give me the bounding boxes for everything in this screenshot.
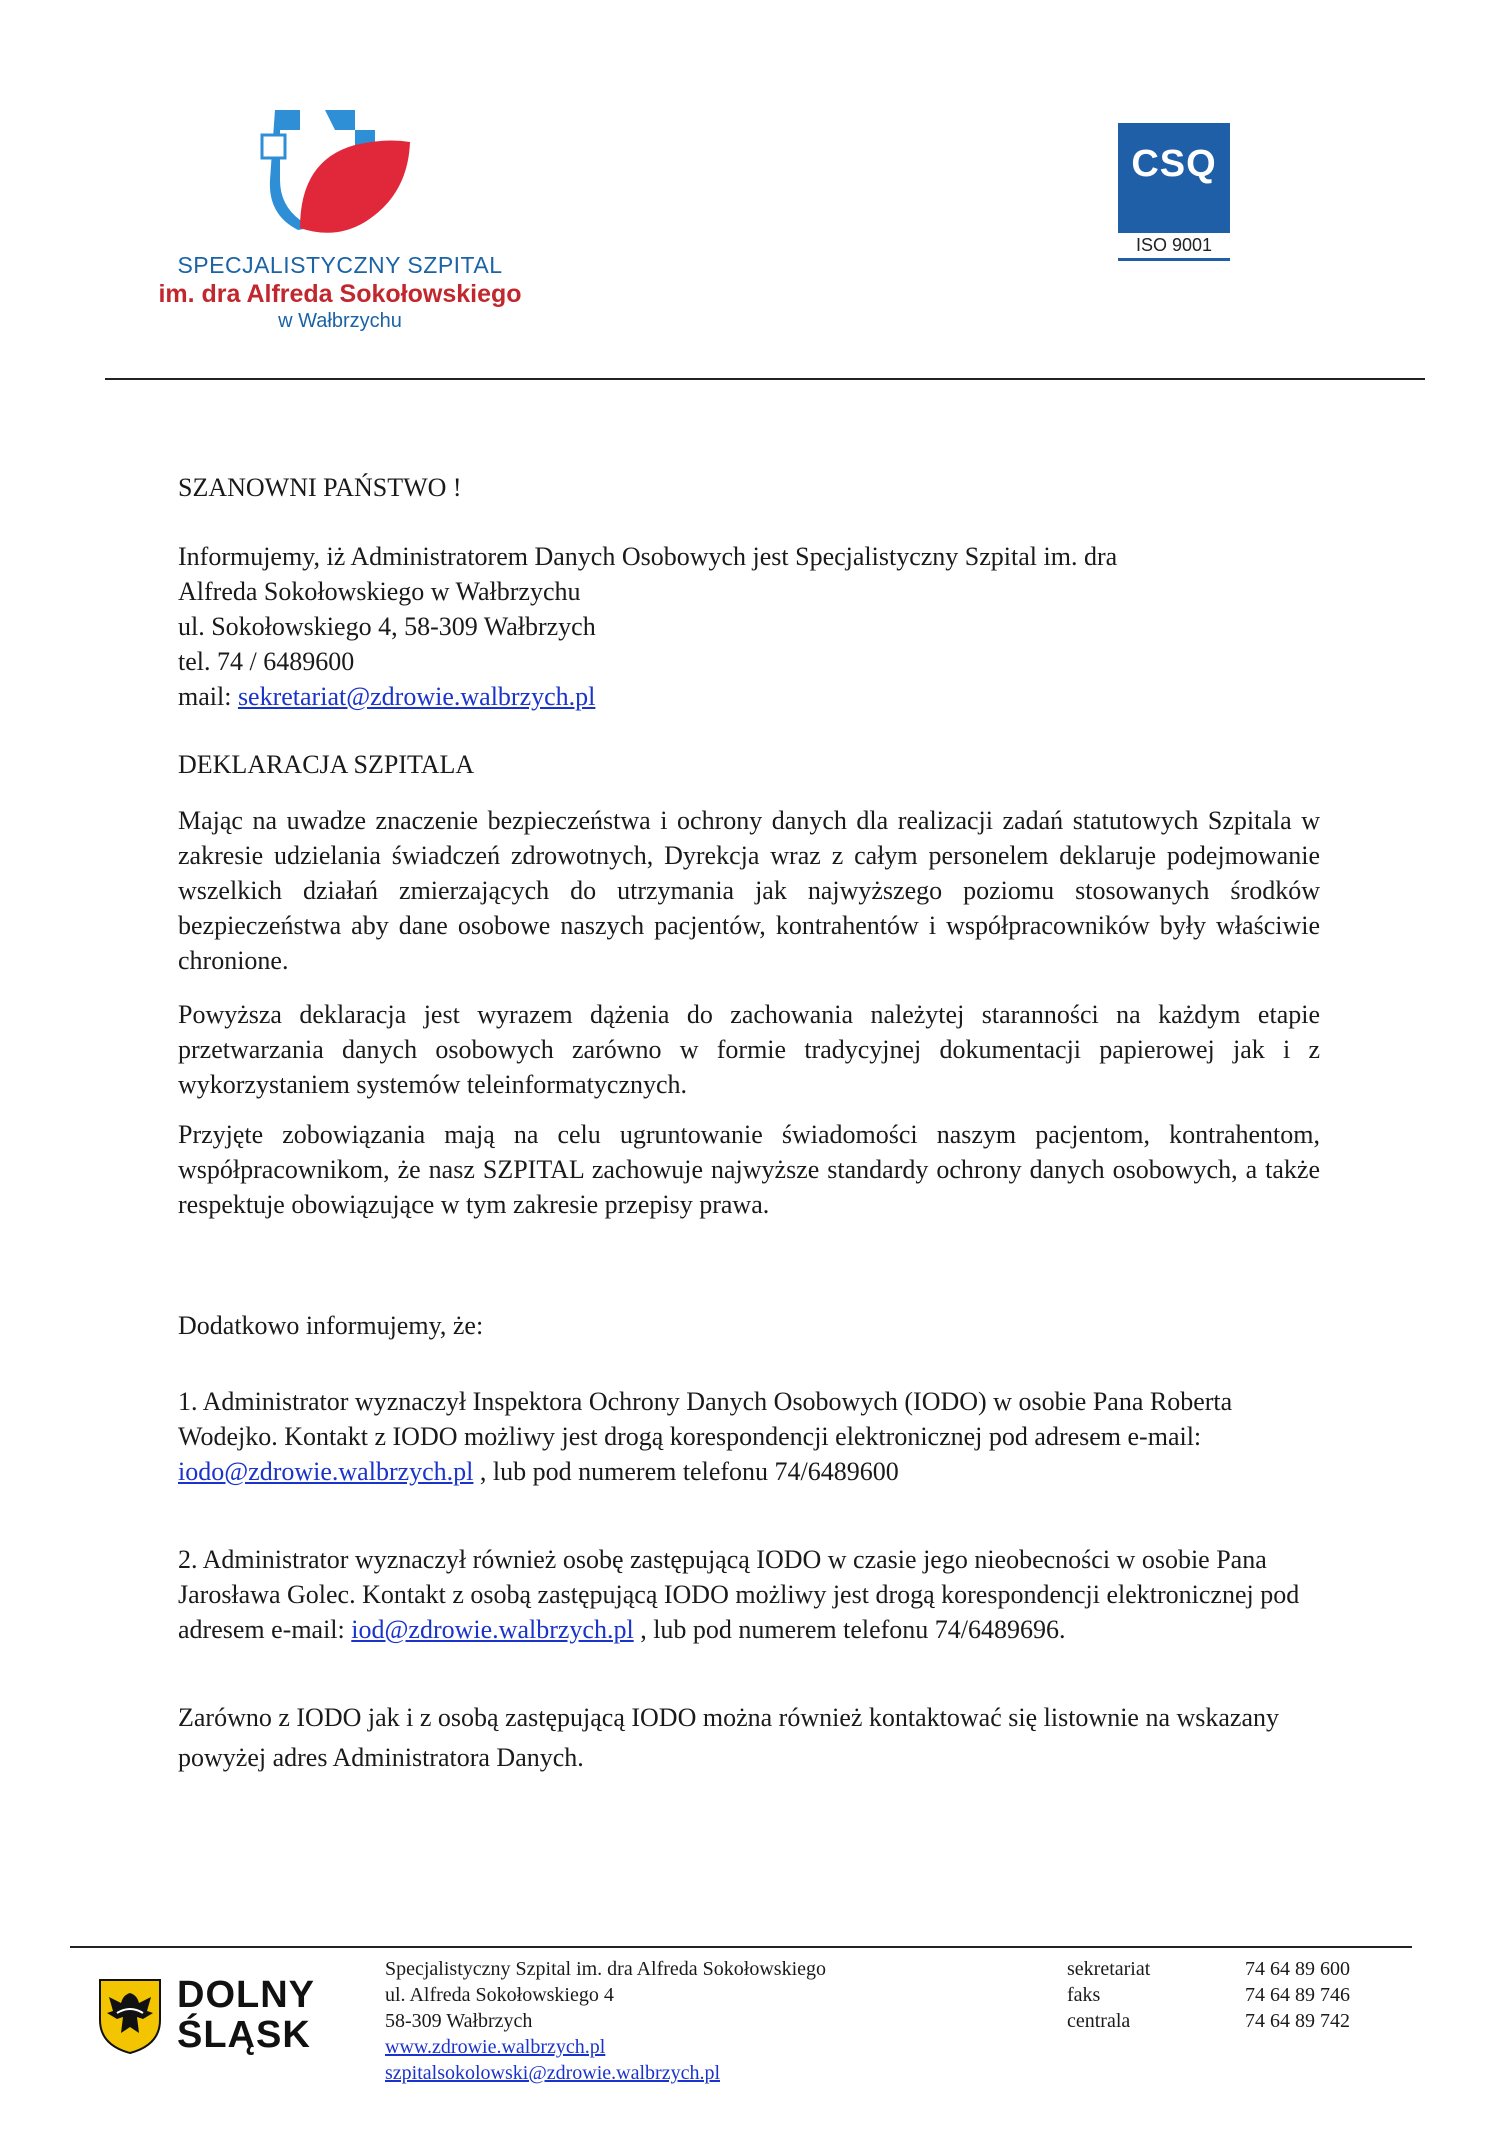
- item-2-text: 2. Administrator wyznaczył również osobę zastępującą IODO w czasie jego nieobecności w osobie Pana Jarosława Golec. Kontakt z osobą zastępującą IODO możliwy jest drogą korespondencji elektronicznej pod adresem e-mail:: [178, 1545, 1300, 1644]
- footer-email-link[interactable]: szpitalsokolowski@zdrowie.walbrzych.pl: [385, 2062, 721, 2084]
- iodo-email-link[interactable]: iodo@zdrowie.walbrzych.pl: [178, 1457, 474, 1486]
- region-wordmark: [177, 1975, 315, 2055]
- iodo-item-1: [178, 1384, 1320, 1489]
- admin-address: ul. Sokołowskiego 4, 58-309 Wałbrzych: [178, 612, 596, 641]
- declaration-heading: DEKLARACJA SZPITALA: [178, 750, 475, 779]
- contact-label: faks: [1067, 1984, 1101, 2006]
- footer-contact-values: [1245, 1956, 1350, 2034]
- admin-mail-link[interactable]: sekretariat@zdrowie.walbrzych.pl: [237, 682, 596, 711]
- logo-line-3: w Wałbrzychu: [278, 310, 402, 332]
- contact-value: 74 64 89 742: [1245, 2010, 1350, 2032]
- hospital-cross-heart-icon: [150, 100, 530, 250]
- admin-line-2: Alfreda Sokołowskiego w Wałbrzychu: [178, 577, 581, 606]
- footer-divider: [70, 1946, 1412, 1948]
- admin-mail-label: mail:: [178, 682, 238, 711]
- footer-contact-labels: [1067, 1956, 1150, 2034]
- declaration-paragraph: Przyjęte zobowiązania mają na celu ugruntowanie świadomości naszym pacjentom, kontrahentom, współpracownikom, że nasz SZPITAL zachowuje najwyższe standardy ochrony danych osobowych, a także respektuje obowiązujące w tym zakresie przepisy prawa.: [178, 1120, 1320, 1219]
- admin-line-1: Informujemy, iż Administratorem Danych Osobowych jest Specjalistyczny Szpital im. dra: [178, 542, 1118, 571]
- footer-address-line: ul. Alfreda Sokołowskiego 4: [385, 1984, 614, 2006]
- footer-website-link[interactable]: www.zdrowie.walbrzych.pl: [385, 2036, 606, 2058]
- header-divider: [105, 378, 1425, 380]
- admin-mail-row: [178, 679, 1320, 714]
- footer-address-line: Specjalistyczny Szpital im. dra Alfreda Sokołowskiego: [385, 1958, 827, 1980]
- item-1-text: 1. Administrator wyznaczył Inspektora Ochrony Danych Osobowych (IODO) w osobie Pana Roberta Wodejko. Kontakt z IODO możliwy jest drogą korespondencji elektronicznej pod adresem e-mail:: [178, 1387, 1233, 1451]
- dolny-slask-logo: [95, 1975, 335, 2055]
- hospital-logo: [150, 100, 530, 340]
- csq-mark: CSQ: [1131, 143, 1217, 185]
- salutation: SZANOWNI PAŃSTWO !: [178, 473, 462, 502]
- logo-line-2: im. dra Alfreda Sokołowskiego: [158, 280, 522, 308]
- contact-value: 74 64 89 746: [1245, 1984, 1350, 2006]
- additional-info-intro: Dodatkowo informujemy, że:: [178, 1311, 484, 1340]
- region-line-1: DOLNY: [177, 1974, 315, 2016]
- admin-phone: tel. 74 / 6489600: [178, 647, 355, 676]
- iso-standard-label: ISO 9001: [1118, 235, 1230, 261]
- item-2-tail: , lub pod numerem telefonu 74/6489696.: [633, 1615, 1066, 1644]
- contact-label: sekretariat: [1067, 1958, 1151, 1980]
- csq-iso-certification-logo: [1118, 123, 1230, 263]
- closing-paragraph: Zarówno z IODO jak i z osobą zastępującą IODO można również kontaktować się listownie na wskazany powyżej adres Administratora Danych.: [178, 1703, 1280, 1772]
- eagle-coat-of-arms-icon: [95, 1975, 165, 2055]
- footer-address-line: 58-309 Wałbrzych: [385, 2010, 533, 2032]
- declaration-paragraph: Mając na uwadze znaczenie bezpieczeństwa i ochrony danych dla realizacji zadań statutowych Szpitala w zakresie udzielania świadczeń zdrowotnych, Dyrekcja wraz z całym personelem deklaruje podejmowanie wszelkich działań zmierzających do utrzymania jak najwyższego poziomu stosowanych środków bezpieczeństwa aby dane osobowe naszych pacjentów, kontrahentów i współpracowników były właściwie chronione.: [178, 806, 1320, 975]
- iodo-item-2: [178, 1542, 1320, 1647]
- region-line-2: ŚLĄSK: [177, 2014, 311, 2056]
- declaration-paragraph: Powyższa deklaracja jest wyrazem dążenia do zachowania należytej staranności na każdym etapie przetwarzania danych osobowych zarówno w formie tradycyjnej dokumentacji papierowej jak i z wykorzystaniem systemów teleinformatycznych.: [178, 1000, 1320, 1099]
- contact-label: centrala: [1067, 2010, 1131, 2032]
- contact-value: 74 64 89 600: [1245, 1958, 1350, 1980]
- iod-deputy-email-link[interactable]: iod@zdrowie.walbrzych.pl: [351, 1615, 634, 1644]
- logo-line-1: SPECJALISTYCZNY SZPITAL: [177, 252, 503, 278]
- footer-address: [385, 1956, 826, 2086]
- administrator-info: [178, 539, 1320, 714]
- item-1-tail: , lub pod numerem telefonu 74/6489600: [473, 1457, 899, 1486]
